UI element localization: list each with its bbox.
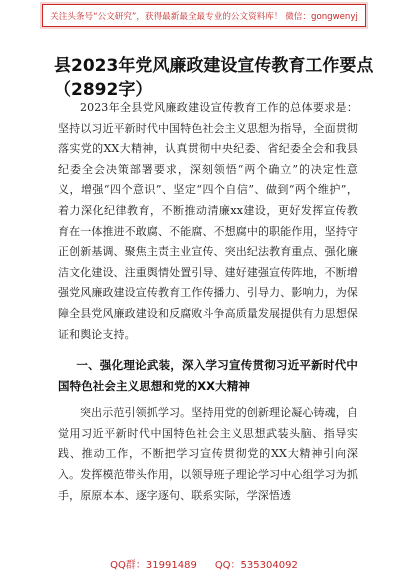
document-title	[54, 54, 374, 102]
section-1-paragraph: 突出示范引领抓学习。坚持用党的创新理论凝心铸魂，自觉用习近平新时代中国特色社会主义思想武装头脑、指导实践、推动工作，不断把学习宣传贯彻党的XX大精神引向深入。发挥模范带头作用，以领导班子理论学习中心组学习为抓手，原原本本、逐字逐句、联系实际，学深悟透	[58, 406, 358, 502]
qq-group-text: QQ群：31991489	[110, 560, 197, 571]
promo-banner-text: 关注头条号“公文研究”，获得最新最全最专业的公文资料库！ 微信：gongwenyj	[50, 11, 358, 22]
intro-paragraph: 2023年全县党风廉政建设宣传教育工作的总体要求是：坚持以习近平新时代中国特色社会主义思想为指导，全面贯彻落实党的XX大精神，认真贯彻中央纪委、省纪委全会和我县纪委全会决策部署要求，深刻领悟“两个确立”的决定性意义，增强“四个意识”、坚定“四个自信”、做到“两个维护”，着力深化纪律教育，不断推动清廉xx建设，更好发挥宣传教育在一体推进不敢腐、不能腐、不想腐中的职能作用，坚持守正创新基调、聚焦主责主业宣传、突出纪法教育重点、强化廉洁文化建设、注重舆情处置引导、建好建强宣传阵地，不断增强党风廉政建设宣传教育工作传播力、引导力、影响力，为保障全县党风廉政建设和反腐败斗争高质量发展提供有力思想保证和舆论支持。	[58, 101, 358, 341]
title-line-2: （2892字）	[54, 80, 153, 100]
section-heading-1: 一、强化理论武装，深入学习宣传贯彻习近平新时代中国特色社会主义思想和党的XX大精神	[58, 358, 358, 394]
qq-contact-text: QQ：535304092	[214, 560, 298, 571]
document-body	[58, 98, 358, 506]
promo-banner	[42, 4, 366, 27]
title-line-1: 县2023年党风廉政建设宣传教育工作要点	[54, 56, 374, 76]
page-footer	[0, 556, 408, 576]
